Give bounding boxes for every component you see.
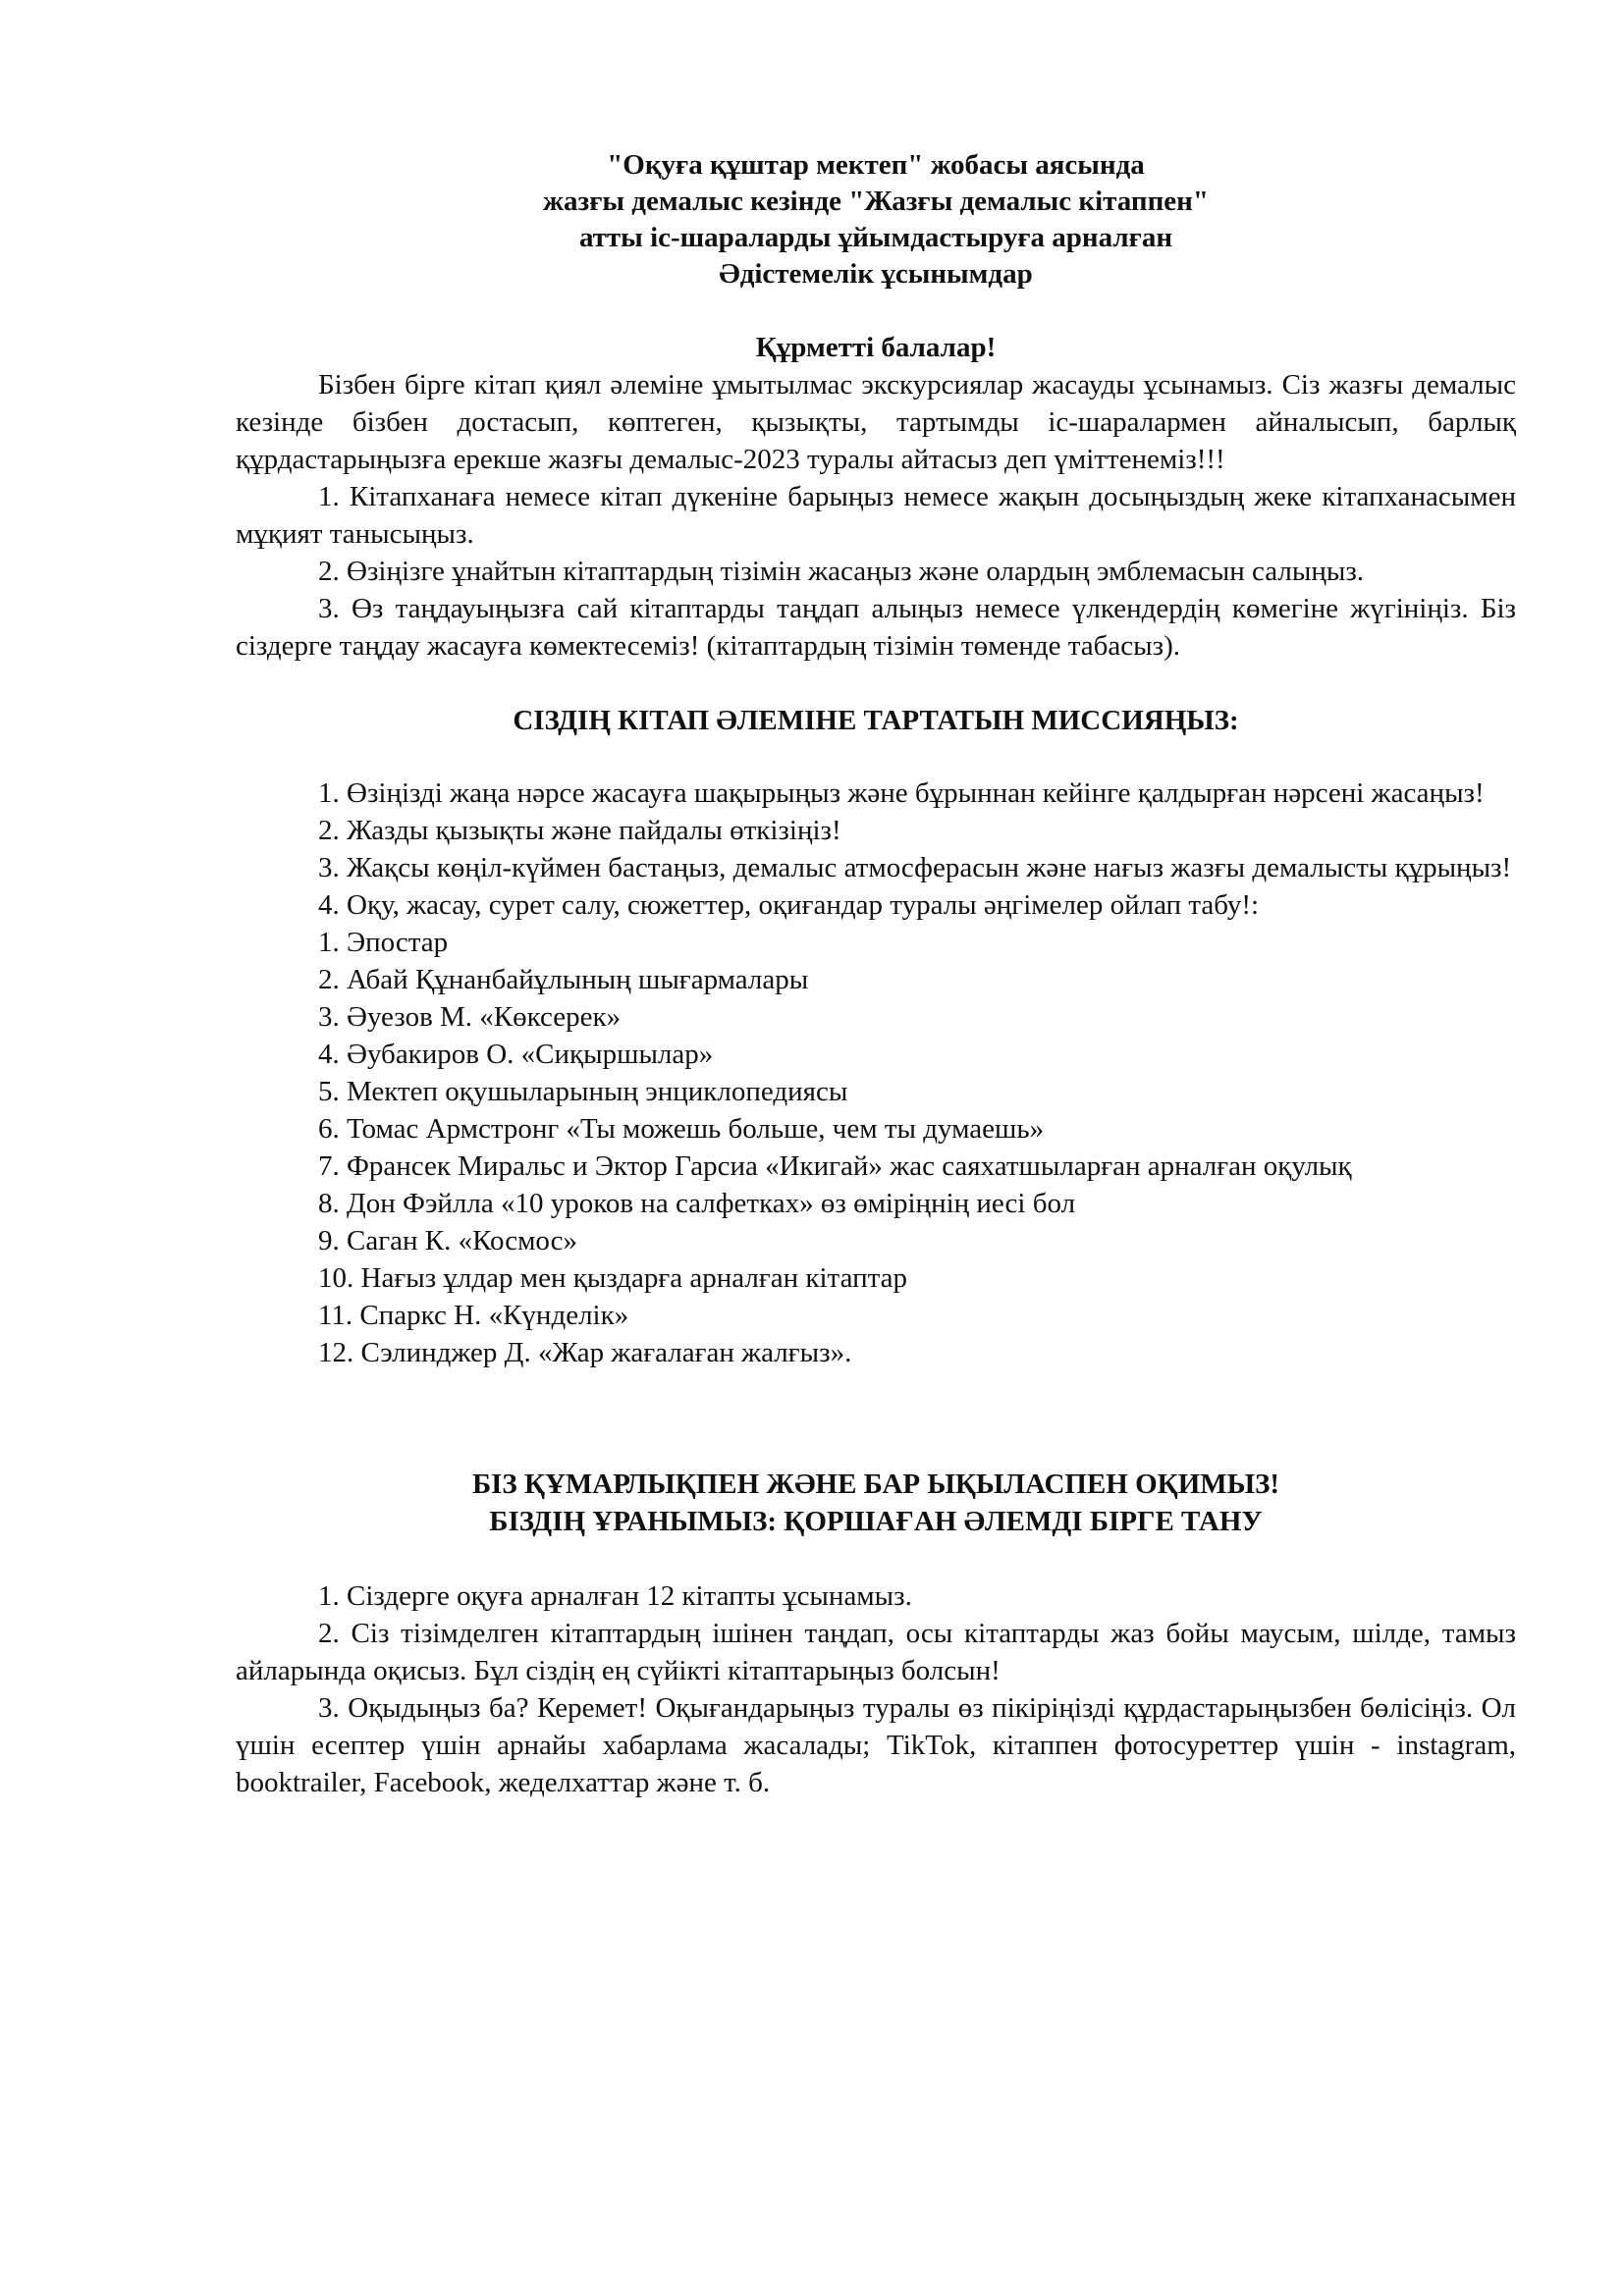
book-item: 12. Сэлинджер Д. «Жар жағалаған жалғыз». [318, 1337, 852, 1368]
title-line-1: "Оқуға құштар мектеп" жобасы аясында [607, 149, 1145, 181]
mission-item: 1. Өзіңізді жаңа нәрсе жасауға шақырыңыз және бұрыннан кейінге қалдырған нәрсені жасаңыз! [318, 777, 1485, 809]
title-line-2: жазғы демалыс кезінде "Жазғы демалыс кітаппен" [543, 186, 1209, 217]
document-page [236, 147, 1516, 1801]
mission-list [236, 774, 1516, 924]
book-item: 5. Мектеп оқушыларының энциклопедиясы [318, 1076, 848, 1107]
book-item: 3. Әуезов М. «Көксерек» [318, 1001, 622, 1033]
step-item: 2. Өзіңізге ұнайтын кітаптардың тізімін жасаңыз және олардың эмблемасын салыңыз. [318, 556, 1365, 587]
mission-item: 3. Жақсы көңіл-күймен бастаңыз, демалыс атмосферасын және нағыз жазғы демалысты құрыңыз! [318, 852, 1512, 883]
motto-line-1: БІЗ ҚҰМАРЛЫҚПЕН ЖӘНЕ БАР ЫҚЫЛАСПЕН ОҚИМЫЗ! [471, 1468, 1280, 1500]
book-item: 6. Томас Армстронг «Ты можешь больше, чем ты думаешь» [318, 1113, 1045, 1145]
document-title [236, 147, 1516, 293]
motto-item: 1. Сіздерге оқуға арналған 12 кітапты ұсынамыз. [318, 1580, 912, 1612]
step-item: 1. Кітапханаға немесе кітап дүкеніне барыңыз немесе жақын досыңыздың жеке кітапханасымен мұқият танысыңыз. [236, 481, 1516, 550]
mission-heading: СІЗДІҢ КІТАП ӘЛЕМІНЕ ТАРТАТЫН МИССИЯҢЫЗ: [513, 705, 1239, 736]
steps-list [236, 478, 1516, 665]
book-list [236, 924, 1516, 1371]
motto-line-2: БІЗДІҢ ҰРАНЫМЫЗ: ҚОРШАҒАН ӘЛЕМДІ БІРГЕ ТАНУ [489, 1506, 1263, 1537]
motto-item: 3. Оқыдыңыз ба? Керемет! Оқығандарыңыз туралы өз пікіріңізді құрдастарыңызбен бөлісіңіз. Ол үшін есептер үшін арнайы хабарлама жасалады; TikTok, кітаппен фотосуреттер үшін - instagram, booktrailer, Facebook, жеделхаттар және т. б. [236, 1692, 1516, 1798]
book-item: 1. Эпостар [318, 927, 449, 958]
book-item: 4. Әубакиров О. «Сиқыршылар» [318, 1039, 714, 1070]
mission-item: 4. Оқу, жасау, сурет салу, сюжеттер, оқиғандар туралы әңгімелер ойлап табу!: [318, 889, 1260, 921]
book-item: 11. Спаркс Н. «Күнделік» [318, 1300, 629, 1331]
step-item: 3. Өз таңдауыңызға сай кітаптарды таңдап алыңыз немесе үлкендердің көмегіне жүгініңіз. Біз сіздерге таңдау жасауға көмектесеміз! (кітаптардың тізімін төменде табасыз). [236, 593, 1516, 662]
title-line-4: Әдістемелік ұсынымдар [719, 258, 1033, 290]
book-item: 8. Дон Фэйлла «10 уроков на салфетках» өз өміріңнің иесі бол [318, 1188, 1076, 1219]
intro-paragraph: Бізбен бірге кітап қиял әлеміне ұмытылмас экскурсиялар жасауды ұсынамыз. Сіз жазғы демалыс кезінде бізбен достасып, көптеген, қызықты, тартымды іс-шаралармен айналысып, барлық құрдастарыңызға ерекше жазғы демалыс-2023 туралы айтасыз деп үміттенеміз!!! [236, 369, 1516, 475]
book-item: 10. Нағыз ұлдар мен қыздарға арналған кітаптар [318, 1262, 907, 1294]
greeting: Құрметті балалар! [755, 332, 997, 363]
motto-list [236, 1577, 1516, 1801]
motto-item: 2. Сіз тізімделген кітаптардың ішінен таңдап, осы кітаптарды жаз бойы маусым, шілде, тамыз айларында оқисыз. Бұл сіздің ең сүйікті кітаптарыңыз болсын! [236, 1618, 1516, 1686]
book-item: 7. Франсек Миральс и Эктор Гарсиа «Икигай» жас саяхатшыларған арналған оқулық [318, 1150, 1352, 1182]
motto-heading [236, 1466, 1516, 1540]
mission-item: 2. Жазды қызықты және пайдалы өткізіңіз! [318, 815, 841, 846]
title-line-3: атты іс-шараларды ұйымдастыруға арналған [578, 222, 1173, 253]
book-item: 9. Саган К. «Космос» [318, 1225, 578, 1256]
book-item: 2. Абай Құнанбайұлының шығармалары [318, 964, 809, 995]
